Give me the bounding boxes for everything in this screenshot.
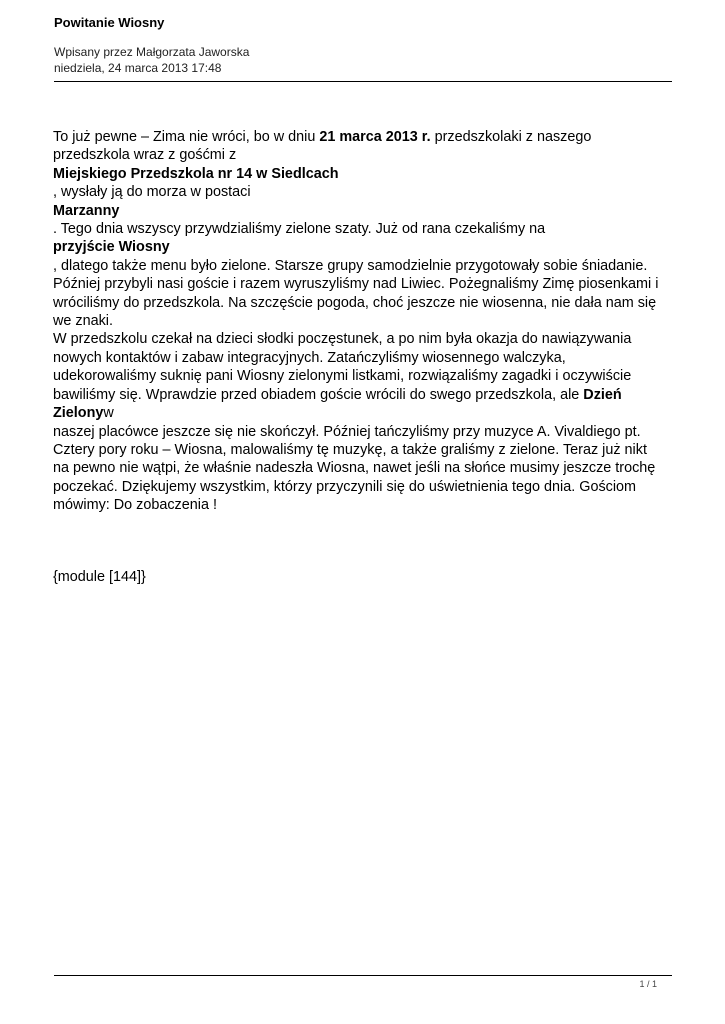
body-line: naszej placówce jeszcze się nie skończył. Później tańczyliśmy przy muzyce A. Vivaldiego pt.	[53, 423, 641, 440]
body-line: W przedszkolu czekał na dzieci słodki poczęstunek, a po nim była okazja do nawiązywania	[53, 331, 632, 348]
body-line: we znaki.	[53, 313, 113, 330]
page-header	[54, 14, 672, 76]
date-highlight: 21 marca 2013 r.	[319, 129, 431, 145]
page-number: 1 / 1	[639, 979, 657, 989]
body-line-bold: Marzanny	[53, 202, 120, 219]
body-line: przedszkola wraz z gośćmi z	[53, 147, 237, 164]
body-line: mówimy: Do zobaczenia !	[53, 497, 217, 514]
body-line: Cztery pory roku – Wiosna, malowaliśmy tę muzykę, a także graliśmy z zielone. Teraz już nikt	[53, 441, 647, 458]
article-title: Powitanie Wiosny	[54, 15, 165, 30]
article-meta	[54, 44, 672, 76]
header-divider	[54, 81, 672, 82]
body-line: . Tego dnia wszyscy przywdzialiśmy zielone szaty. Już od rana czekaliśmy na	[53, 221, 546, 238]
body-line: nowych kontaktów i zabaw integracyjnych. Zatańczyliśmy wiosennego walczyka,	[53, 349, 566, 366]
body-line-bold: Miejskiego Przedszkola nr 14 w Siedlcach	[53, 165, 339, 182]
body-line: udekorowaliśmy suknię pani Wiosny zielonymi listkami, rozwiązaliśmy zagadki i oczywiście	[53, 368, 632, 385]
body-line-bold: przyjście Wiosny	[53, 239, 170, 256]
body-line: , wysłały ją do morza w postaci	[53, 184, 251, 201]
body-line: , dlatego także menu było zielone. Starsze grupy samodzielnie przygotowały sobie śniadanie.	[53, 257, 648, 274]
body-line: na pewno nie wątpi, że właśnie nadeszła Wiosna, nawet jeśli na słońce musimy jeszcze trochę	[53, 460, 656, 477]
body-line: Zielonyw	[53, 405, 114, 422]
module-placeholder: {module [144]}	[53, 569, 146, 585]
author-line: Wpisany przez Małgorzata Jaworska	[54, 45, 250, 59]
body-line: Później przybyli nasi goście i razem wyruszyliśmy nad Liwiec. Pożegnaliśmy Zimę piosenkami i	[53, 276, 659, 293]
article-body	[53, 128, 673, 515]
footer-divider	[54, 975, 672, 976]
date-line: niedziela, 24 marca 2013 17:48	[54, 61, 222, 75]
body-line: bawiliśmy się. Wprawdzie przed obiadem goście wrócili do swego przedszkola, ale Dzień	[53, 386, 622, 403]
body-line: wróciliśmy do przedszkola. Na szczęście pogoda, choć jeszcze nie wiosenna, nie dała nam się	[53, 294, 657, 311]
body-line: poczekać. Dziękujemy wszystkim, którzy przyczynili się do uświetnienia tego dnia. Gościom	[53, 478, 637, 495]
body-line: To już pewne – Zima nie wróci, bo w dniu 21 marca 2013 r. przedszkolaki z naszego	[53, 129, 592, 145]
